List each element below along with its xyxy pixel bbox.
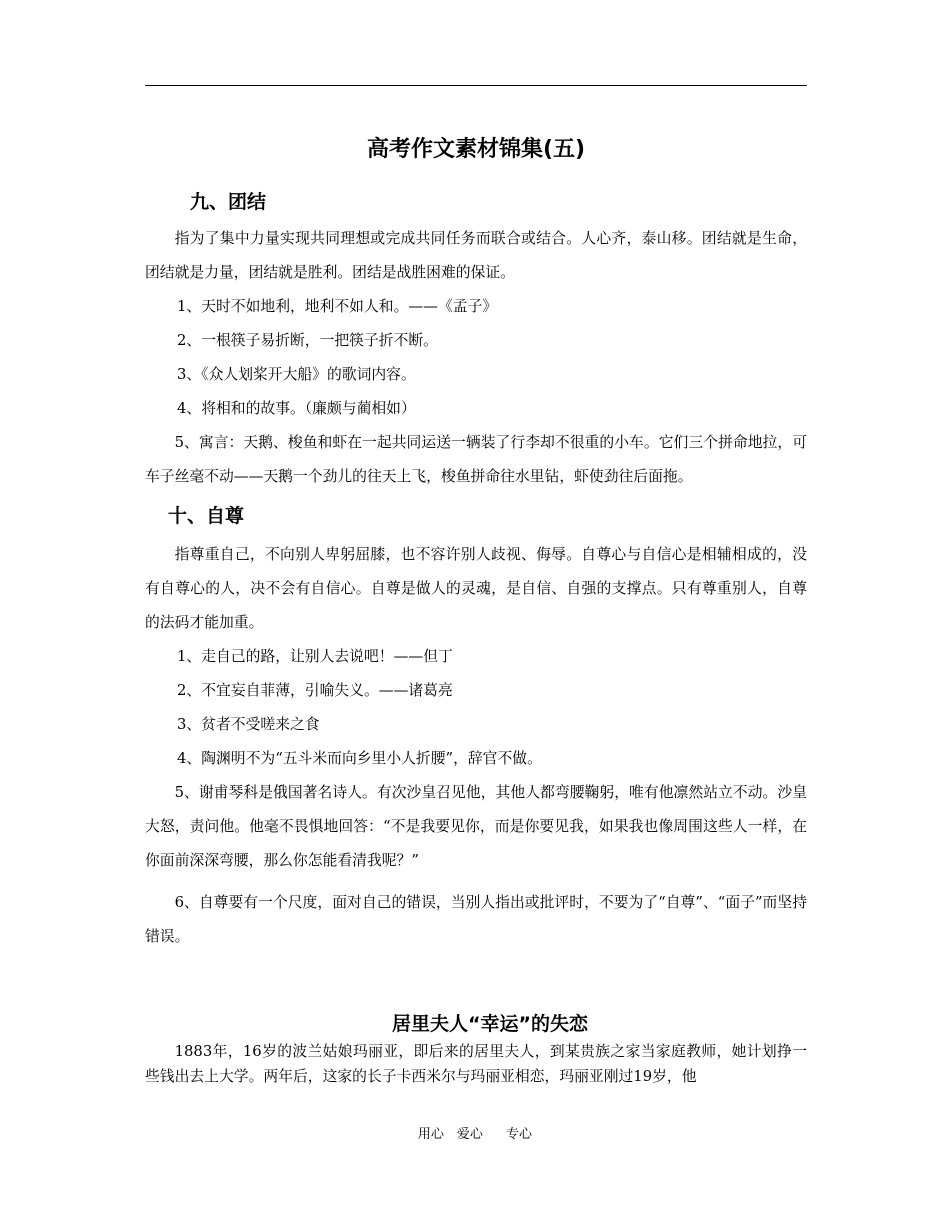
document-title: 高考作文素材锦集(五)	[366, 137, 586, 162]
list-item: 2、一根筷子易折断，一把筷子折不断。	[177, 332, 438, 349]
list-item-shevchenko: 5、谢甫琴科是俄国著名诗人。有次沙皇召见他，其他人都弯腰鞠躬，唯有他凛然站立不动。沙皇大怒，责问他。他毫不畏惧地回答：“不是我要见你，而是你要见我，如果我也像周围这些人一样，在你面前深深弯腰，那么你怎能看清我呢？”	[145, 784, 807, 869]
section-heading-unity: 九、团结	[190, 191, 267, 213]
story-paragraph: 1883年，16岁的波兰姑娘玛丽亚，即后来的居里夫人，到某贵族之家当家庭教师，她计划挣一些钱出去上大学。两年后，这家的长子卡西米尔与玛丽亚相恋，玛丽亚刚过19岁，他	[145, 1043, 807, 1085]
list-item: 3、贫者不受嗟来之食	[177, 716, 320, 733]
list-item: 4、将相和的故事。（廉颇与蔺相如）	[177, 400, 416, 417]
section-unity-intro: 指为了集中力量实现共同理想或完成共同任务而联合或结合。人心齐，泰山移。团结就是生命，团结就是力量，团结就是胜利。团结是战胜困难的保证。	[145, 230, 807, 281]
list-item: 1、走自己的路，让别人去说吧！——但丁	[177, 648, 453, 665]
header-rule	[145, 85, 807, 86]
list-item: 2、不宜妄自菲薄，引喻失义。——诸葛亮	[177, 682, 453, 699]
list-item: 4、陶渊明不为“五斗米而向乡里小人折腰”，辞官不做。	[177, 750, 542, 767]
list-item-fable: 5、寓言：天鹅、梭鱼和虾在一起共同运送一辆装了行李却不很重的小车。它们三个拼命地拉，可车子丝毫不动——天鹅一个劲儿的往天上飞，梭鱼拼命往水里钻，虾使劲往后面拖。	[145, 434, 807, 485]
list-item-measure: 6、自尊要有一个尺度，面对自己的错误，当别人指出或批评时，不要为了“自尊”、“面子”而坚持错误。	[145, 894, 807, 945]
list-item: 3、《众人划桨开大船》的歌词内容。	[177, 366, 416, 383]
section-heading-self-respect: 十、自尊	[168, 505, 245, 527]
list-item: 1、天时不如地利，地利不如人和。——《孟子》	[177, 298, 498, 315]
page-footer: 用心 爱心 专心	[417, 1127, 533, 1142]
story-title: 居里夫人“幸运”的失恋	[392, 1013, 588, 1035]
section-self-respect-intro: 指尊重自己，不向别人卑躬屈膝，也不容许别人歧视、侮辱。自尊心与自信心是相辅相成的，没有自尊心的人，决不会有自信心。自尊是做人的灵魂，是自信、自强的支撑点。只有尊重别人，自尊的法码才能加重。	[145, 546, 807, 631]
